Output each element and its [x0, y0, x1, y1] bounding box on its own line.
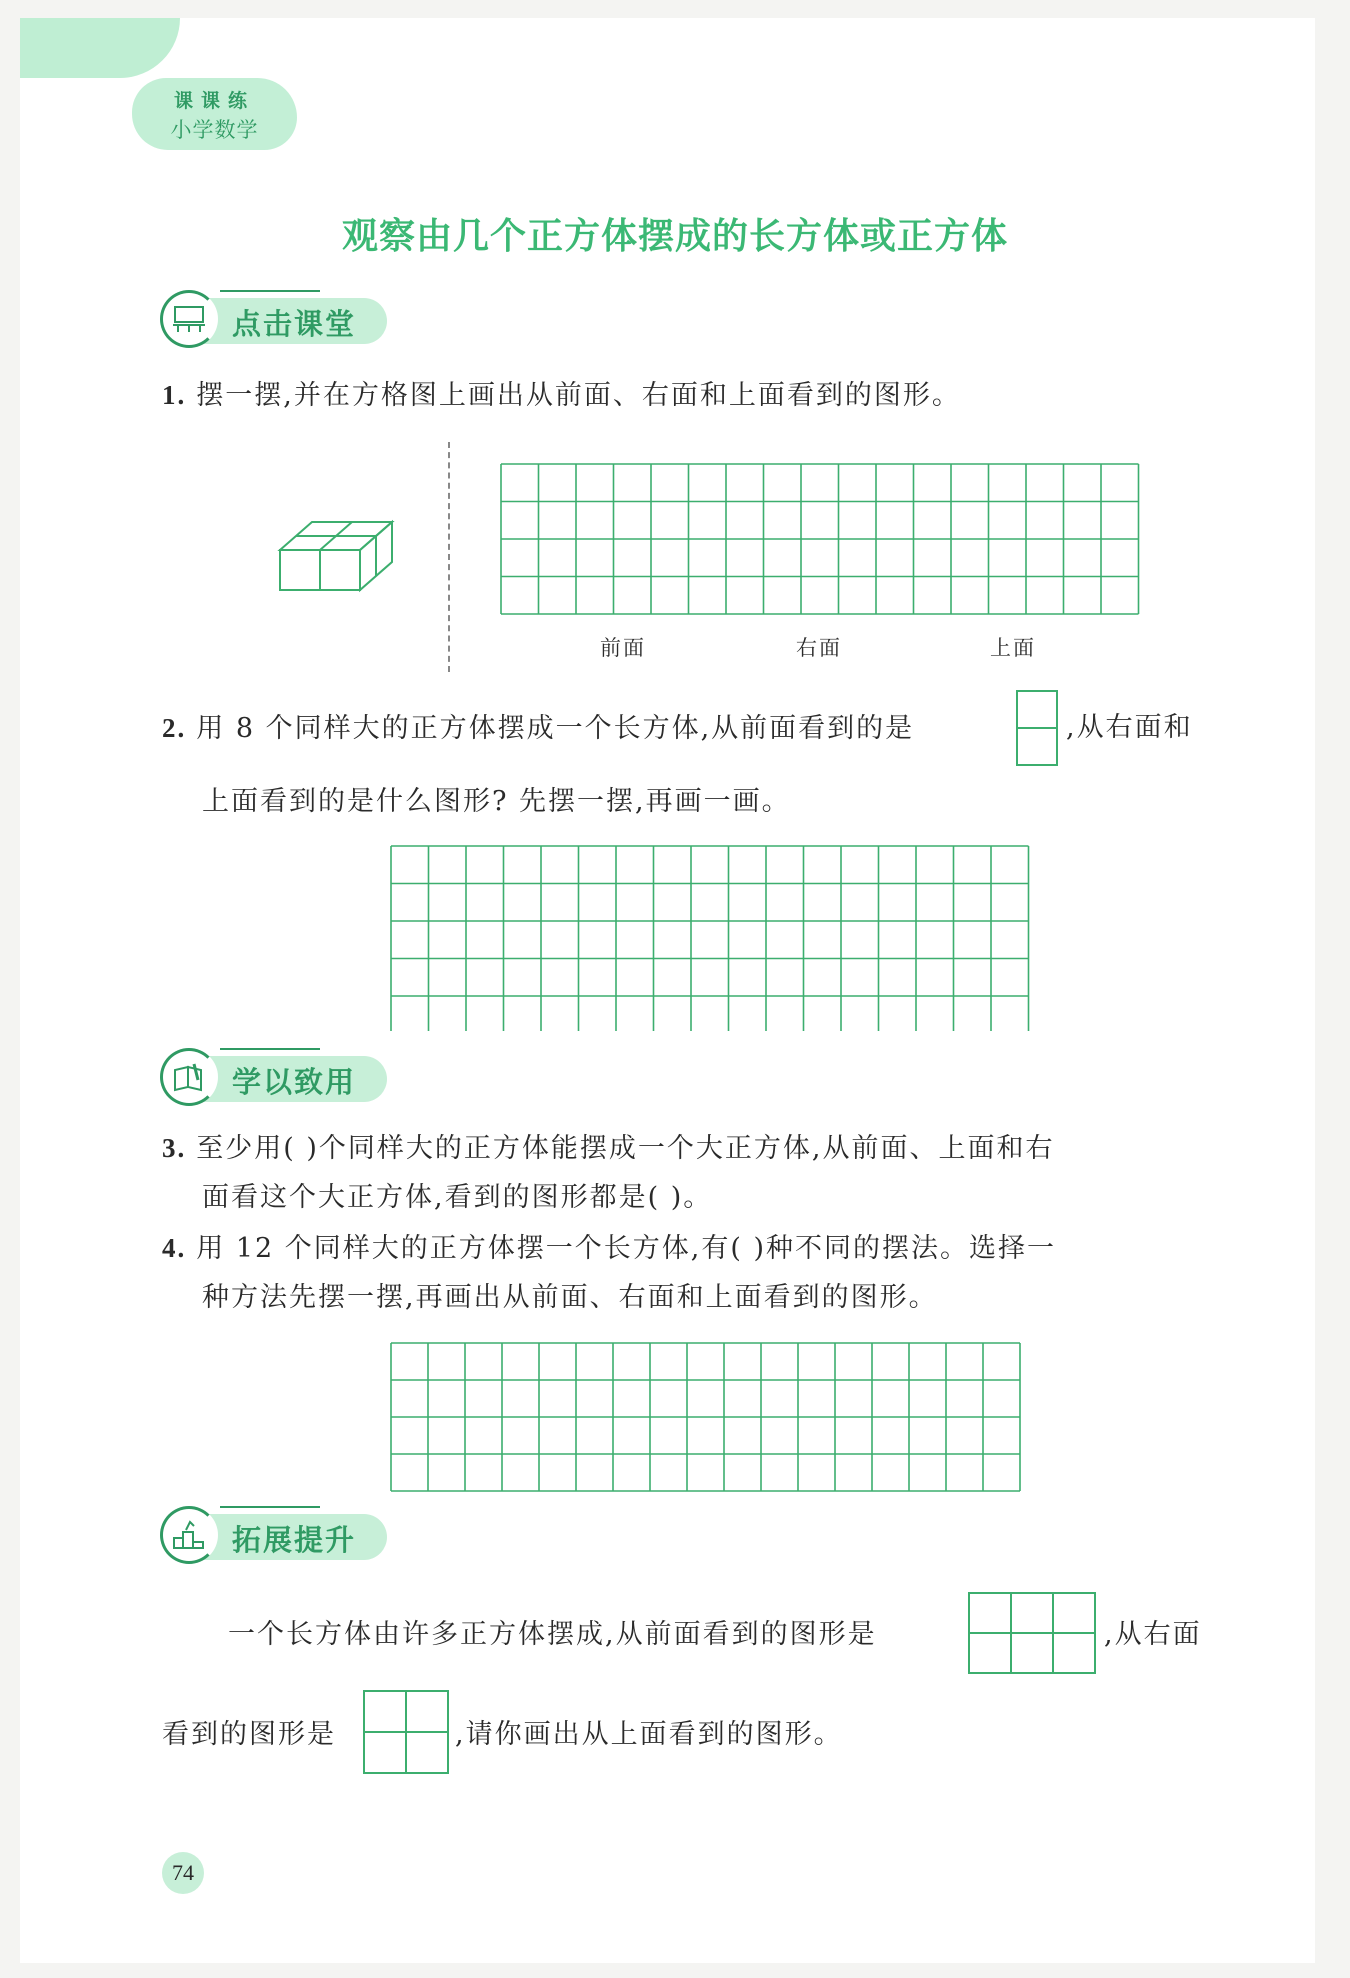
answer-grid-q4	[390, 1342, 1034, 1492]
inline-figure-front-view	[1016, 690, 1060, 768]
question-5-line-2-end: ,请你画出从上面看到的图形。	[455, 1719, 843, 1750]
question-2-line-2: 上面看到的是什么图形? 先摆一摆,再画一画。	[202, 786, 791, 817]
question-3-line-2: 面看这个大正方体,看到的图形都是( )。	[202, 1182, 713, 1213]
cuboid-illustration	[270, 510, 410, 605]
answer-grid-q1	[500, 463, 1144, 615]
book-pencil-icon	[172, 1062, 206, 1092]
question-2-line-1: 2. 用 8 个同样大的正方体摆成一个长方体,从前面看到的是	[162, 713, 915, 744]
brand-name: 课课练	[173, 90, 255, 112]
section-title: 拓展提升	[232, 1523, 357, 1557]
caption-right: 右面	[796, 636, 842, 660]
page-title: 观察由几个正方体摆成的长方体或正方体	[341, 216, 1008, 257]
podium-trophy-icon	[172, 1520, 206, 1550]
question-1: 1. 摆一摆,并在方格图上画出从前面、右面和上面看到的图形。	[162, 380, 961, 411]
inline-figure-right-view	[363, 1690, 451, 1776]
caption-top: 上面	[990, 636, 1036, 660]
classroom-board-icon	[172, 304, 206, 334]
question-5-line-1-end: ,从右面	[1104, 1619, 1202, 1650]
question-5-line-2: 看到的图形是	[162, 1719, 336, 1750]
brand-badge	[132, 78, 297, 150]
question-4-line-2: 种方法先摆一摆,再画出从前面、右面和上面看到的图形。	[202, 1282, 938, 1313]
question-5-line-1: 一个长方体由许多正方体摆成,从前面看到的图形是	[228, 1619, 877, 1650]
divider-dashed	[448, 442, 450, 672]
section-title: 学以致用	[232, 1065, 357, 1099]
section-header-extend	[160, 1506, 400, 1564]
corner-decoration	[20, 18, 180, 78]
question-4-line-1: 4. 用 12 个同样大的正方体摆一个长方体,有( )种不同的摆法。选择一	[162, 1233, 1057, 1264]
page-number: 74	[162, 1852, 204, 1894]
question-3-line-1: 3. 至少用( )个同样大的正方体能摆成一个大正方体,从前面、上面和右	[162, 1133, 1055, 1164]
answer-grid-q2	[390, 845, 1034, 1031]
section-header-apply	[160, 1048, 400, 1106]
question-2-line-1-end: ,从右面和	[1066, 712, 1193, 743]
caption-front: 前面	[600, 636, 646, 660]
section-title: 点击课堂	[232, 307, 357, 341]
inline-figure-front-view-3	[968, 1592, 1100, 1676]
brand-subject: 小学数学	[170, 118, 259, 142]
section-header-classroom	[160, 290, 400, 348]
